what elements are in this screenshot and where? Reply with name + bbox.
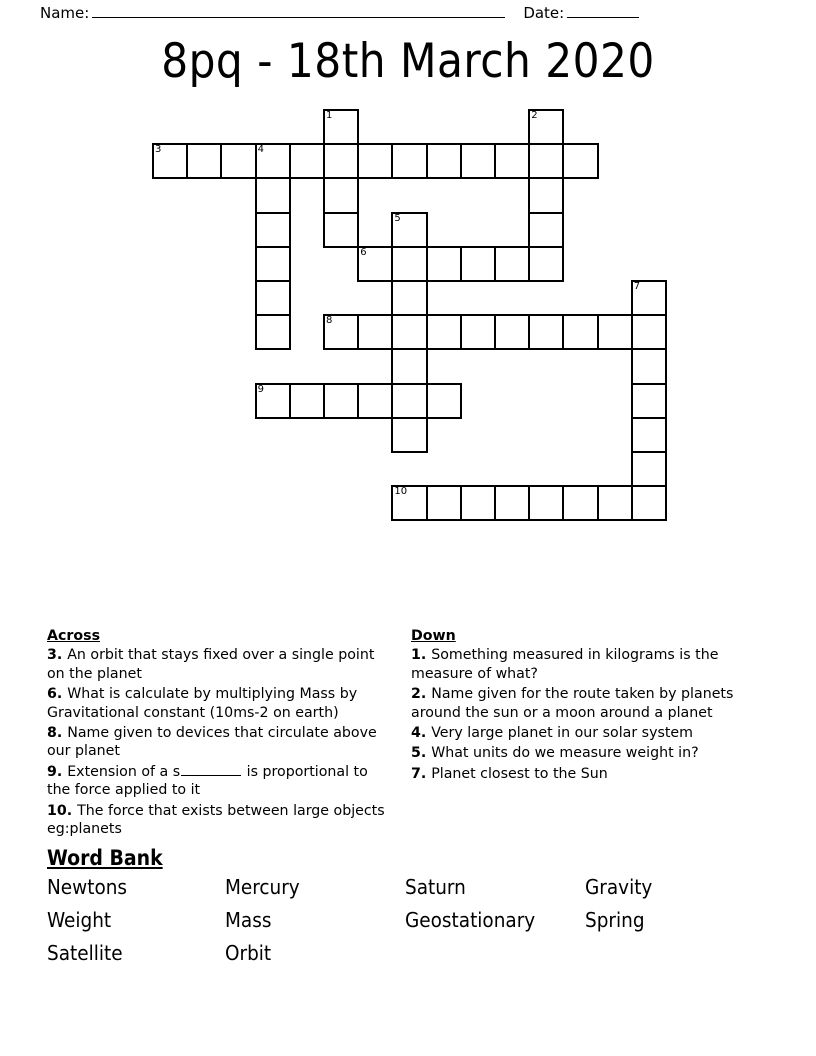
cell-number: 3	[155, 144, 162, 156]
name-label: Name:	[40, 4, 90, 22]
crossword-cell[interactable]	[562, 485, 598, 521]
across-clue-item	[47, 724, 392, 761]
word-bank-word[interactable]: Mass	[225, 908, 272, 932]
crossword-cell[interactable]	[528, 109, 564, 145]
crossword-cell[interactable]	[323, 383, 359, 419]
crossword-cell[interactable]	[255, 246, 291, 282]
date-blank-line[interactable]	[567, 4, 639, 18]
crossword-cell[interactable]	[391, 485, 427, 521]
crossword-cell[interactable]	[528, 246, 564, 282]
clue-number: 6.	[47, 686, 68, 703]
clue-text: Very large planet in our solar system	[431, 725, 693, 742]
crossword-cell[interactable]	[220, 143, 256, 179]
crossword-cell[interactable]	[357, 143, 393, 179]
across-clue-item	[47, 763, 392, 800]
across-clue-item	[47, 685, 392, 722]
down-clues-column	[411, 627, 761, 785]
crossword-cell[interactable]	[255, 212, 291, 248]
crossword-cell[interactable]	[597, 314, 633, 350]
crossword-cell[interactable]	[391, 314, 427, 350]
crossword-cell[interactable]	[357, 246, 393, 282]
crossword-cell[interactable]	[528, 485, 564, 521]
crossword-cell[interactable]	[255, 143, 291, 179]
crossword-cell[interactable]	[631, 280, 667, 316]
crossword-cell[interactable]	[631, 314, 667, 350]
crossword-cell[interactable]	[323, 212, 359, 248]
name-blank-line[interactable]	[92, 4, 505, 18]
down-clue-item	[411, 724, 761, 742]
cell-number: 2	[531, 110, 538, 121]
cell-number: 1	[326, 110, 333, 121]
across-clue-item	[47, 802, 392, 839]
clue-text: Extension of a s	[67, 763, 181, 780]
crossword-cell[interactable]	[323, 143, 359, 179]
crossword-cell[interactable]	[255, 177, 291, 213]
clues-section	[0, 627, 816, 837]
cell-number: 4	[257, 144, 264, 156]
clue-text: is proportional to the force applied to it	[47, 763, 368, 799]
crossword-cell[interactable]	[391, 212, 427, 248]
word-bank-word[interactable]: Weight	[47, 908, 112, 932]
crossword-cell[interactable]	[391, 143, 427, 179]
crossword-cell[interactable]	[255, 314, 291, 350]
cell-number: 6	[360, 246, 367, 258]
crossword-cell[interactable]	[460, 143, 496, 179]
word-bank-empty	[405, 939, 585, 968]
across-clue-item	[47, 646, 392, 683]
crossword-cell[interactable]	[289, 143, 325, 179]
crossword-cell[interactable]	[528, 177, 564, 213]
word-bank-word[interactable]: Mercury	[225, 875, 300, 899]
crossword-cell[interactable]	[562, 314, 598, 350]
clue-number: 8.	[47, 725, 68, 742]
clue-text: Name given for the route taken by planets around the sun or a moon around a planet	[411, 686, 734, 721]
page-title: 8pq - 18th March 2020	[161, 34, 655, 89]
word-bank-word[interactable]: Satellite	[47, 941, 123, 965]
clue-number: 9.	[47, 763, 68, 780]
crossword-cell[interactable]	[494, 485, 530, 521]
crossword-cell[interactable]	[528, 212, 564, 248]
word-bank-word[interactable]: Gravity	[585, 875, 653, 899]
crossword-cell[interactable]	[391, 280, 427, 316]
across-clue-list	[47, 646, 392, 838]
word-bank-title: Word Bank	[47, 846, 163, 870]
crossword-cell[interactable]	[391, 348, 427, 384]
crossword-cell[interactable]	[323, 177, 359, 213]
crossword-cell[interactable]	[426, 246, 462, 282]
clue-text: The force that exists between large objects eg:planets	[47, 802, 385, 838]
down-clue-item	[411, 646, 761, 683]
crossword-cell[interactable]	[426, 314, 462, 350]
word-bank-word[interactable]: Geostationary	[405, 908, 536, 932]
clue-number: 2.	[411, 686, 432, 703]
clue-number: 7.	[411, 765, 432, 782]
crossword-cell[interactable]	[494, 246, 530, 282]
crossword-cell[interactable]	[323, 314, 359, 350]
crossword-cell[interactable]	[255, 383, 291, 419]
crossword-cell[interactable]	[460, 314, 496, 350]
crossword-cell[interactable]	[631, 383, 667, 419]
cell-number: 5	[394, 212, 401, 224]
cell-number: 8	[326, 315, 333, 327]
crossword-cell[interactable]	[391, 246, 427, 282]
across-heading: Across	[47, 628, 101, 644]
clue-number: 4.	[411, 725, 432, 742]
down-clue-item	[411, 685, 761, 722]
down-clue-list	[411, 646, 761, 783]
crossword-cell[interactable]	[255, 280, 291, 316]
clue-text: Something measured in kilograms is the measure of what?	[411, 647, 719, 682]
clue-number: 10.	[47, 802, 78, 819]
word-bank-word[interactable]: Spring	[585, 908, 645, 932]
clue-text: Name given to devices that circulate above our planet	[47, 725, 377, 760]
crossword-cell[interactable]	[426, 383, 462, 419]
clue-number: 1.	[411, 647, 432, 664]
clue-blank-line	[181, 764, 241, 776]
down-clue-item	[411, 744, 761, 762]
clue-text: What units do we measure weight in?	[431, 745, 699, 762]
across-clues-column	[47, 627, 392, 840]
crossword-cell[interactable]	[323, 109, 359, 145]
crossword-cell[interactable]	[426, 485, 462, 521]
word-bank-empty	[585, 939, 745, 968]
name-date-line	[0, 0, 816, 26]
crossword-cell[interactable]	[289, 383, 325, 419]
down-clue-item	[411, 765, 761, 783]
cell-number: 7	[633, 281, 641, 292]
crossword-cell[interactable]	[357, 314, 393, 350]
crossword-cell[interactable]	[528, 314, 564, 350]
cell-number: 10	[394, 486, 408, 498]
crossword-cell[interactable]	[460, 246, 496, 282]
clue-text: An orbit that stays fixed over a single point on the planet	[47, 647, 375, 682]
crossword-cell[interactable]	[357, 383, 393, 419]
word-bank-word[interactable]: Newtons	[47, 875, 128, 899]
crossword-cell[interactable]	[528, 143, 564, 179]
crossword-cell[interactable]	[186, 143, 222, 179]
crossword-cell[interactable]	[631, 417, 667, 453]
crossword-cell[interactable]	[460, 485, 496, 521]
crossword-cell[interactable]	[597, 485, 633, 521]
crossword-cell[interactable]	[562, 143, 598, 179]
crossword-cell[interactable]	[494, 143, 530, 179]
crossword-cell[interactable]	[631, 451, 667, 487]
crossword-cell[interactable]	[391, 383, 427, 419]
crossword-cell[interactable]	[426, 143, 462, 179]
clue-number: 5.	[411, 745, 432, 762]
clue-text: Planet closest to the Sun	[431, 765, 608, 782]
word-bank-section	[47, 845, 767, 968]
word-bank-word[interactable]: Saturn	[405, 875, 466, 899]
clue-text: What is calculate by multiplying Mass by Gravitational constant (10ms-2 on earth)	[47, 686, 358, 721]
word-bank-grid	[47, 873, 767, 968]
clue-number: 3.	[47, 647, 68, 664]
cell-number: 9	[257, 383, 264, 395]
date-label: Date:	[523, 4, 565, 22]
crossword-cell[interactable]	[631, 348, 667, 384]
down-heading: Down	[411, 628, 456, 644]
crossword-cell[interactable]	[494, 314, 530, 350]
word-bank-word[interactable]: Orbit	[225, 941, 272, 965]
crossword-cell[interactable]	[631, 485, 667, 521]
crossword-cell[interactable]	[391, 417, 427, 453]
crossword-cell[interactable]	[152, 143, 188, 179]
